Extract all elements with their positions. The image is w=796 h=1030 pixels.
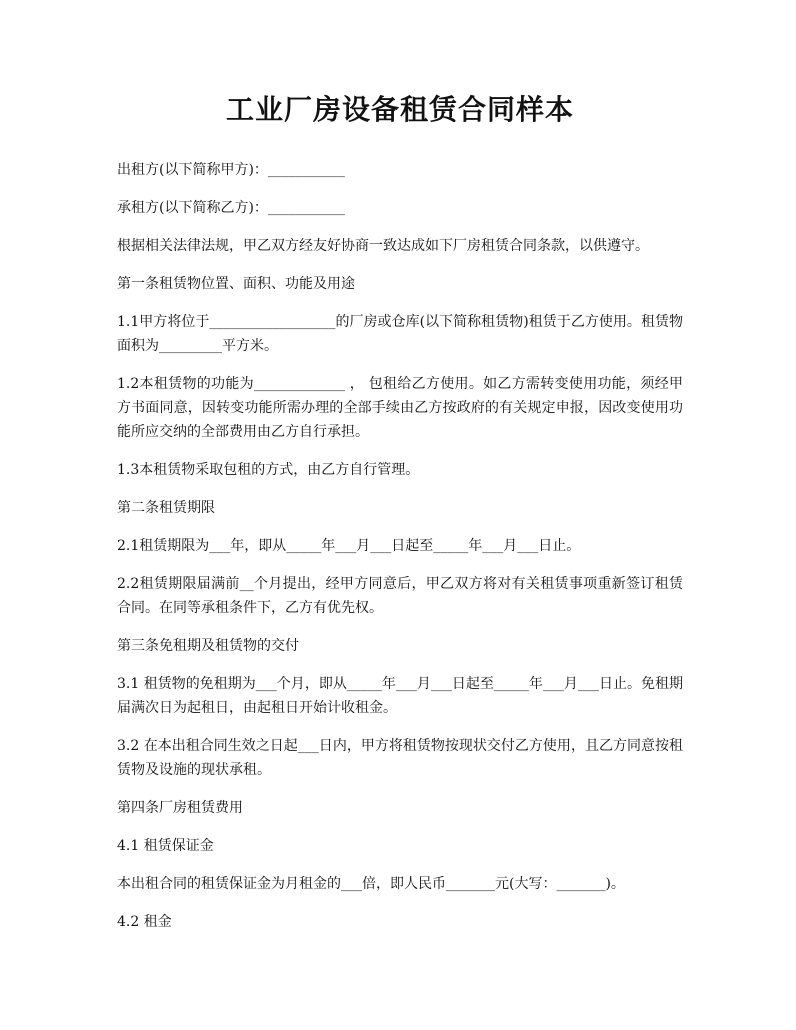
clause-1-3: 1.3本租赁物采取包租的方式，由乙方自行管理。 xyxy=(117,462,420,478)
document-title: 工业厂房设备租赁合同样本 xyxy=(225,93,574,126)
party-a-line: 出租方(以下简称甲方)：___________ xyxy=(117,162,345,178)
clause-2-1: 2.1租赁期限为___年，即从_____年___月___日起至_____年___月___日止。 xyxy=(117,538,581,554)
article-4-heading: 第四条厂房租赁费用 xyxy=(117,800,243,816)
article-3-heading: 第三条免租期及租赁物的交付 xyxy=(117,638,299,654)
clause-1-1: 1.1甲方将位于__________________的厂房或仓库(以下简称租赁物)租赁于乙方使用。租赁物面积为_________平方米。 xyxy=(117,314,683,354)
clause-2-2: 2.2租赁期限届满前__个月提出，经甲方同意后，甲乙双方将对有关租赁事项重新签订租赁合同。在同等承租条件下，乙方有优先权。 xyxy=(117,576,683,616)
article-2-heading: 第二条租赁期限 xyxy=(117,500,215,516)
clause-4-1-heading: 4.1 租赁保证金 xyxy=(117,838,214,854)
clause-4-1-body: 本出租合同的租赁保证金为月租金的___倍，即人民币_______元(大写：_______)。 xyxy=(117,876,625,892)
preamble-paragraph: 根据相关法律法规，甲乙双方经友好协商一致达成如下厂房租赁合同条款，以供遵守。 xyxy=(117,238,649,254)
clause-3-2: 3.2 在本出租合同生效之日起___日内，甲方将租赁物按现状交付乙方使用，且乙方同意按租赁物及设施的现状承租。 xyxy=(117,738,683,778)
clause-1-2: 1.2本租赁物的功能为_____________ ， 包租给乙方使用。如乙方需转变使用功能，须经甲方书面同意，因转变功能所需办理的全部手续由乙方按政府的有关规定申报，因改变使用功能所应交纳的全部费用由乙方自行承担。 xyxy=(117,376,683,440)
document-page xyxy=(117,88,683,948)
article-1-heading: 第一条租赁物位置、面积、功能及用途 xyxy=(117,276,355,292)
clause-3-1: 3.1 租赁物的免租期为___个月，即从_____年___月___日起至_____年___月___日止。免租期届满次日为起租日，由起租日开始计收租金。 xyxy=(117,676,683,716)
clause-4-2-heading: 4.2 租金 xyxy=(117,914,172,930)
party-b-line: 承租方(以下简称乙方)：___________ xyxy=(117,200,345,216)
